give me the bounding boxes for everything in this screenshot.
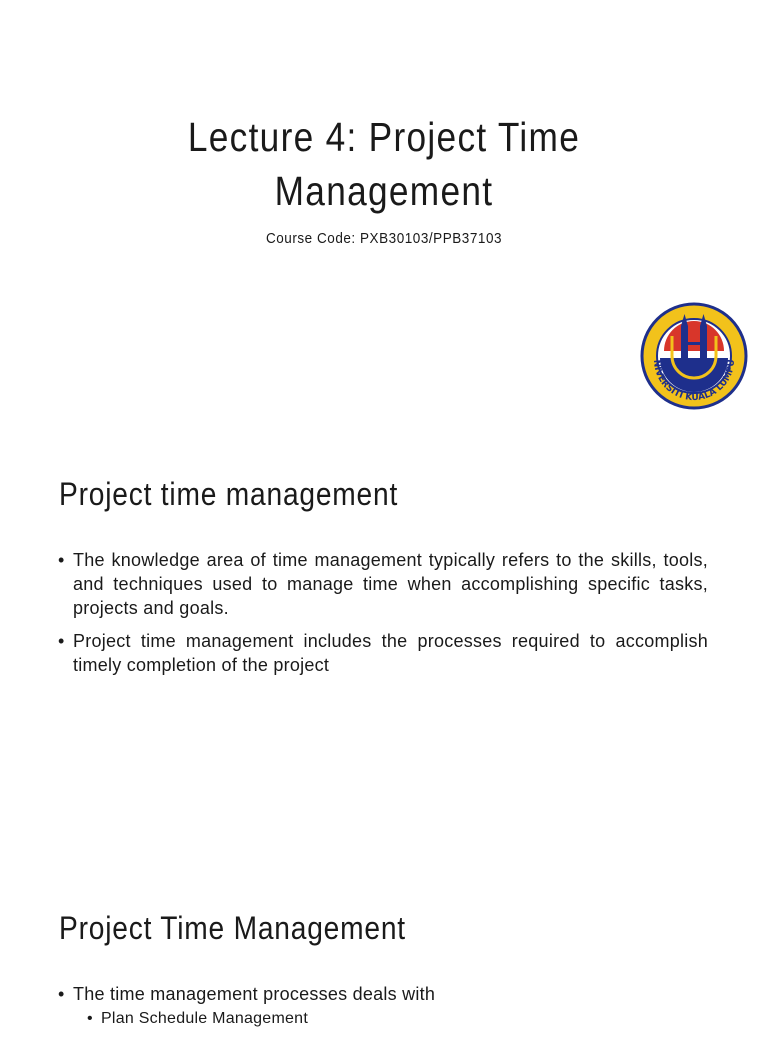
slide-heading: Project Time Management bbox=[59, 910, 406, 946]
bullet-text: The knowledge area of time management typically refers to the skills, tools, and techniques used to manage time when accomplishing specific tasks, projects and goals. bbox=[73, 550, 708, 618]
sub-bullet-text: Plan Schedule Management bbox=[101, 1010, 309, 1027]
bullet-dot-icon: • bbox=[58, 631, 65, 651]
bullet-list bbox=[58, 982, 708, 1039]
title-slide bbox=[0, 0, 768, 440]
content-slide-1 bbox=[0, 440, 768, 900]
bullet-item bbox=[58, 629, 708, 677]
bullet-dot-icon: • bbox=[87, 1010, 93, 1027]
bullet-dot-icon: • bbox=[58, 984, 65, 1004]
bullet-item bbox=[58, 548, 708, 620]
logo-ring-text: NIVERSITI KUALA LUMPU bbox=[650, 359, 738, 404]
slide-title bbox=[54, 110, 714, 218]
course-code: Course Code: PXB30103/PPB37103 bbox=[265, 230, 503, 247]
bullet-item bbox=[58, 982, 708, 1030]
bullet-list bbox=[58, 548, 708, 686]
slide-title-line-2: Management bbox=[274, 168, 494, 214]
slide-title-line-1: Lecture 4: Project Time bbox=[187, 114, 581, 160]
bullet-text: Project time management includes the processes required to accomplish timely completion of the project bbox=[73, 631, 708, 675]
slide-heading: Project time management bbox=[59, 476, 399, 512]
content-slide-2 bbox=[0, 890, 768, 1027]
sub-bullet-list bbox=[73, 1008, 708, 1030]
bullet-dot-icon: • bbox=[58, 550, 65, 570]
university-logo bbox=[634, 296, 754, 416]
sub-bullet-item bbox=[73, 1008, 708, 1030]
bullet-text: The time management processes deals with bbox=[73, 984, 436, 1004]
